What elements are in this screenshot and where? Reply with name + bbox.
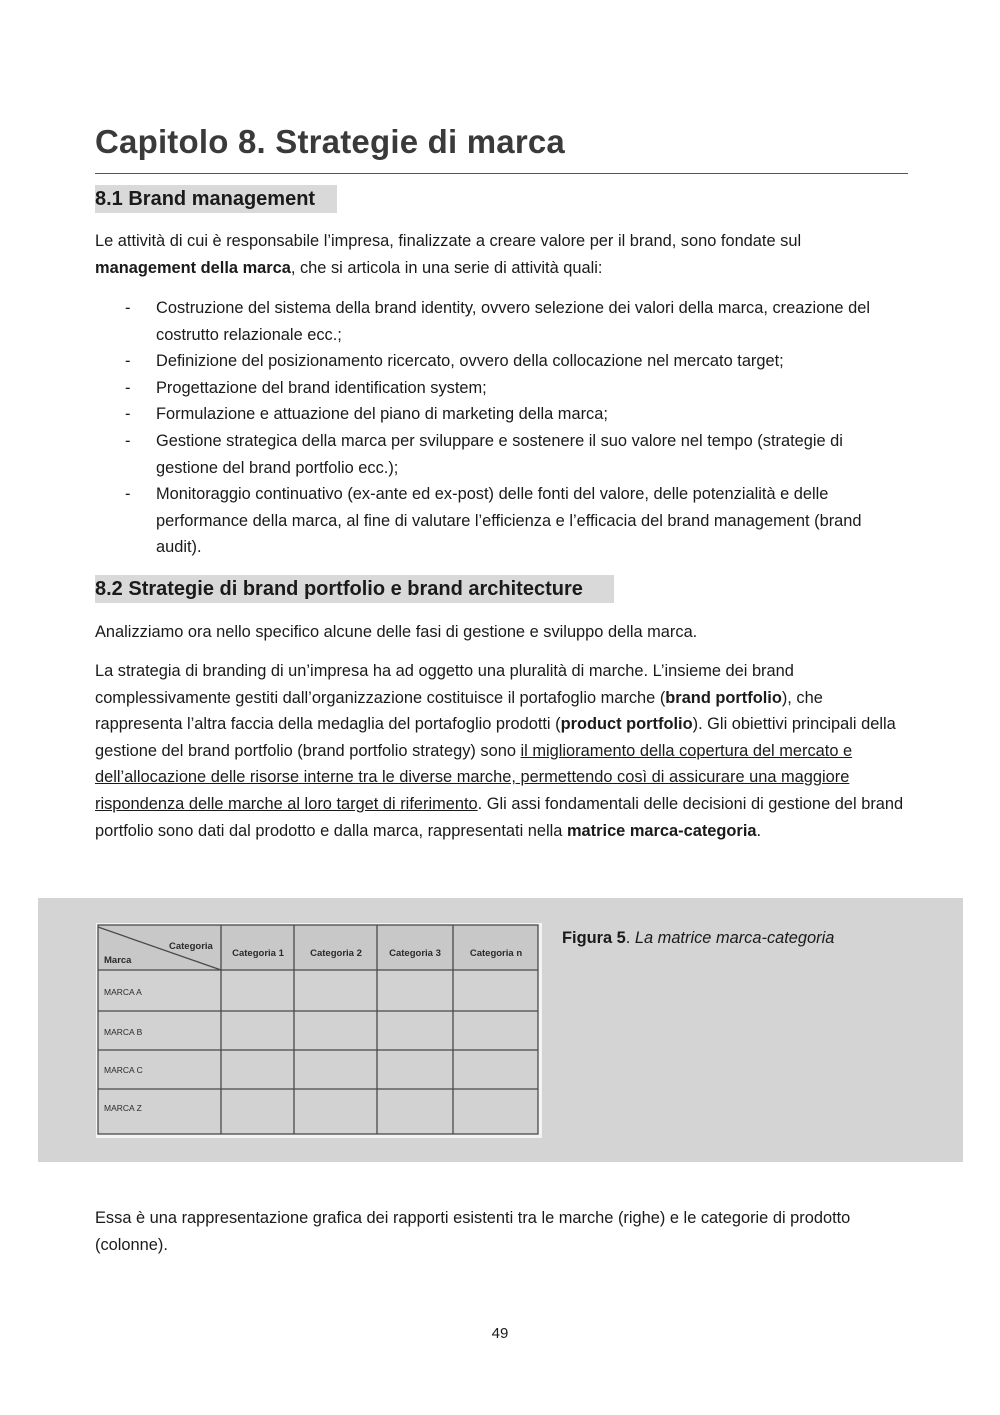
text-run: Analizziamo ora nello specifico alcune delle fasi di gestione e sviluppo della marca. (95, 623, 698, 641)
list-item (95, 375, 905, 402)
list-bullet: - (125, 299, 131, 317)
list-item (95, 348, 905, 375)
section-title-brand-portfolio: 8.2 Strategie di brand portfolio e brand architecture (95, 575, 614, 603)
section2-paragraph-2 (95, 658, 905, 844)
column-header: Categoria 1 (232, 948, 284, 959)
list-item (95, 295, 905, 348)
section1-intro (95, 228, 905, 281)
row-label: MARCA A (104, 987, 142, 997)
list-bullet: - (125, 485, 131, 504)
figure-caption-text: La matrice marca-categoria (634, 929, 835, 947)
list-item-text: Progettazione del brand identification system; (156, 378, 487, 397)
list-item (95, 401, 905, 428)
corner-label-brand: Marca (104, 955, 132, 966)
text-run: , che si articola in una serie di attività quali: (290, 258, 603, 277)
bold-text: brand portfolio (665, 688, 782, 707)
bold-text: management della marca (95, 258, 291, 277)
text-run: Le attività di cui è responsabile l’impresa, finalizzate a creare valore per il brand, sono fondate sul (95, 232, 802, 250)
list-item-text: Definizione del posizionamento ricercato, ovvero della collocazione nel mercato target; (156, 352, 784, 371)
matrix-figure-image (96, 923, 542, 1138)
text-run: ). Gli obiettivi principali della gestione del brand portfolio (brand portfolio strategy) sono (95, 715, 896, 760)
column-header: Categoria n (469, 948, 523, 959)
text-run: La strategia di branding di un’impresa ha ad oggetto una pluralità di marche. L’insieme dei brand complessivamente gestiti dall’organizzazione costituisce il portafoglio marche ( (95, 662, 794, 707)
list-item-text: Gestione strategica della marca per sviluppare e sostenere il suo valore nel tempo (strategie di gestione del brand portfolio ecc.); (156, 431, 843, 477)
page-number: 49 (491, 1325, 509, 1342)
list-bullet: - (125, 431, 131, 450)
figure-label: Figura 5 (562, 929, 626, 947)
list-item-text: Costruzione del sistema della brand identity, ovvero selezione dei valori della marca, creazione del costrutto relazionale ecc.; (156, 299, 870, 344)
list-bullet: - (125, 405, 131, 424)
column-header: Categoria 3 (389, 948, 441, 959)
brand-category-matrix (96, 923, 542, 1138)
list-item-text: Monitoraggio continuativo (ex-ante ed ex-post) delle fonti del valore, delle potenzialità e delle performance della marca, al fine di valutare l’efficienza e l’efficacia del brand management (brand audit). (156, 485, 862, 557)
column-header: Categoria 2 (310, 948, 362, 959)
bold-text: product portfolio (560, 715, 693, 734)
bold-text: matrice marca-categoria (566, 821, 757, 840)
row-label: MARCA B (104, 1027, 143, 1037)
list-item-text: Formulazione e attuazione del piano di marketing della marca; (156, 405, 608, 424)
chapter-title: Capitolo 8. Strategie di marca (95, 120, 908, 174)
text-run: ), che rappresenta l’altra faccia della medaglia del portafoglio prodotti ( (95, 688, 823, 734)
underlined-text: il miglioramento della copertura del mercato e dell’allocazione delle risorse interne tra le diverse marche, permettendo così di assicurare una maggiore rispondenza delle marche al loro target di riferimento (95, 741, 853, 813)
text-run: . Gli assi fondamentali delle decisioni di gestione del brand portfolio sono dati dal prodotto e dalla marca, rappresentati nella (95, 794, 904, 840)
text-run: Essa è una rappresentazione grafica dei rapporti esistenti tra le marche (righe) e le categorie di prodotto (colonne). (95, 1209, 851, 1254)
row-label: MARCA Z (104, 1103, 142, 1113)
corner-label-category: Categoria (169, 941, 213, 952)
list-item (95, 428, 905, 481)
list-item (95, 481, 905, 561)
section2-paragraph-1 (95, 619, 905, 646)
closing-paragraph (95, 1205, 905, 1258)
row-label: MARCA C (104, 1065, 143, 1075)
list-bullet: - (125, 378, 131, 397)
list-bullet: - (125, 352, 131, 371)
figure-separator: . (625, 929, 635, 947)
figure-caption (562, 925, 834, 951)
text-run: . (756, 821, 762, 840)
section-title-brand-management: 8.1 Brand management (95, 185, 337, 213)
activity-list (95, 295, 905, 561)
